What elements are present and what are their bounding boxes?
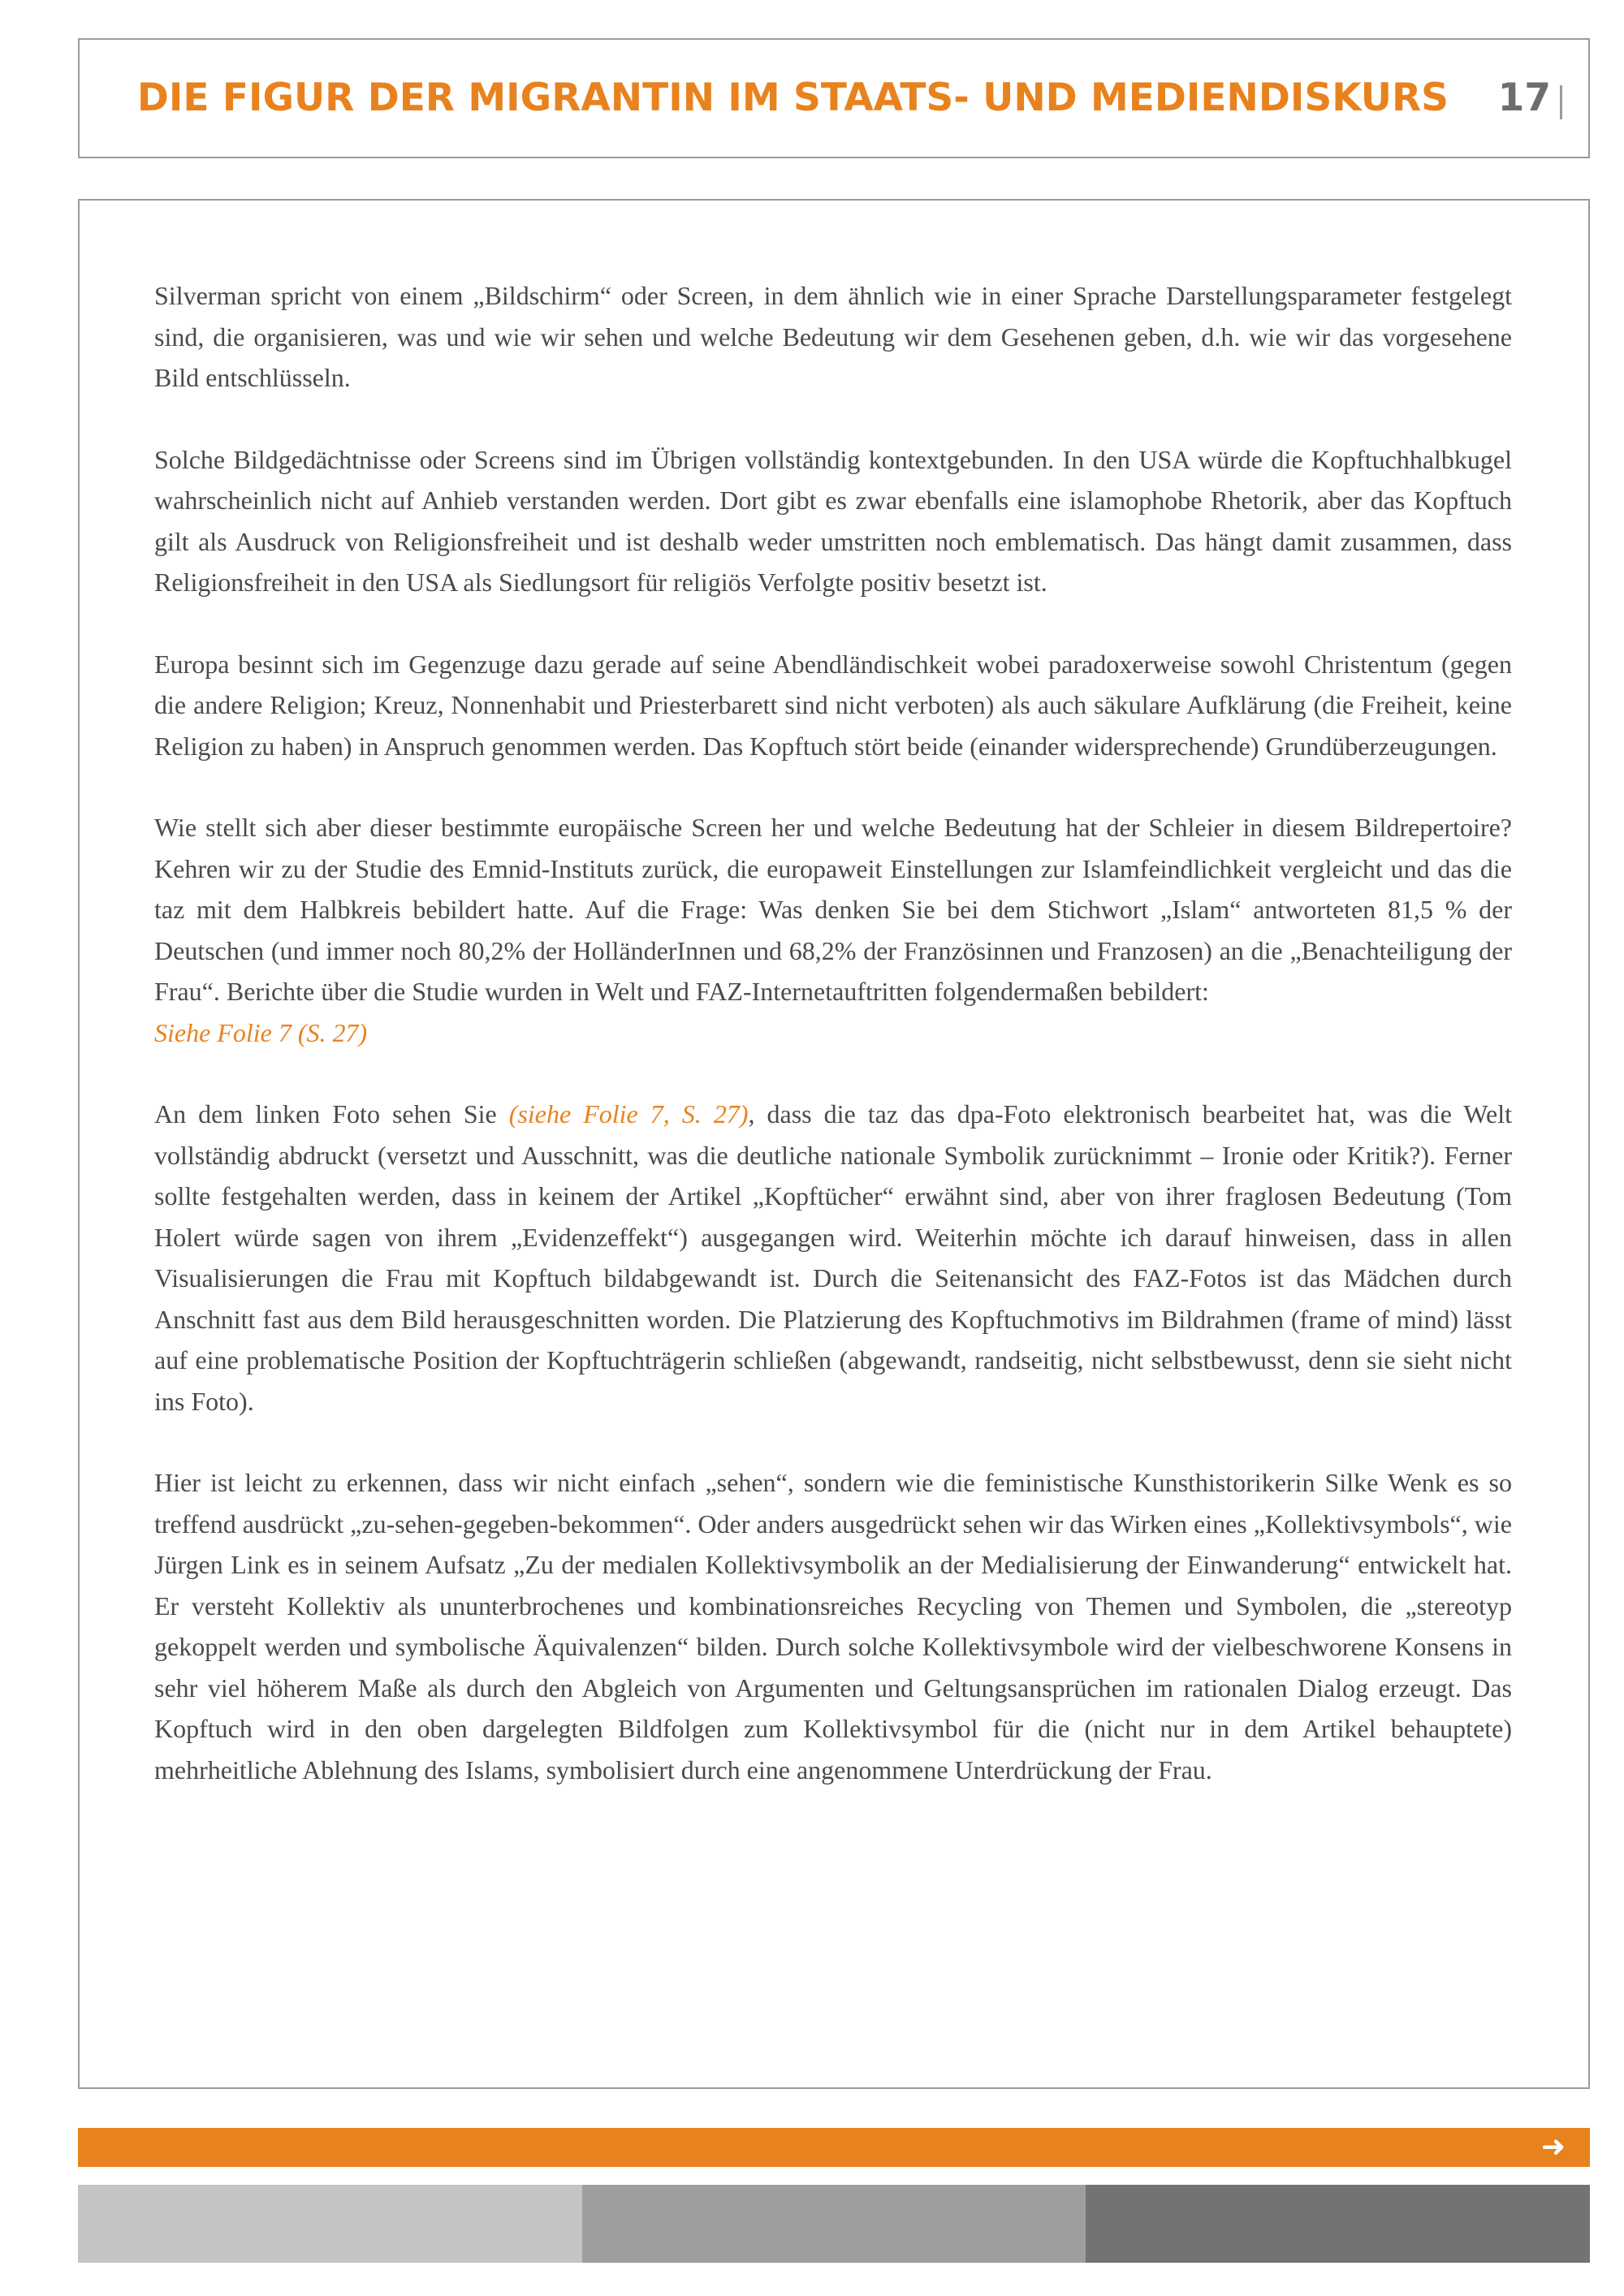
gray-bar-dark (1086, 2185, 1590, 2263)
paragraph-5-text-a: An dem linken Foto sehen Sie (154, 1099, 509, 1129)
paragraph-4-text: Wie stellt sich aber dieser bestimmte europäische Screen her und welche Bedeutung hat der Schleier in diesem Bildrepertoire? Kehren wir zu der Studie des Emnid-Instituts zurück, die europaweit Einstellungen zur Islamfeindlichkeit vergleicht und das die taz mit dem Halbkreis bebildert hatte. Auf die Frage: Was denken Sie bei dem Stichwort „Islam“ antworteten 81,5 % der Deutschen (und immer noch 80,2% der HolländerInnen und 68,2% der Französinnen und Franzosen) an die „Benachteiligung der Frau“. Berichte über die Studie wurden in Welt und FAZ-Internetauftritten folgendermaßen bebildert: (154, 813, 1512, 1006)
header-title: DIE FIGUR DER MIGRANTIN IM STAATS- UND MEDIENDISKURS (136, 76, 1449, 120)
paragraph-1: Silverman spricht von einem „Bildschirm“ oder Screen, in dem ähnlich wie in einer Sprache Darstellungsparameter festgelegt sind, die organisieren, was und wie wir sehen und welche Bedeutung wir dem Gesehenen geben, d.h. wie wir das vorgesehene Bild entschlüsseln. (154, 281, 1512, 392)
page-header (78, 38, 1590, 158)
paragraph-2: Solche Bildgedächtnisse oder Screens sind im Übrigen vollständig kontextgebunden. In den USA würde die Kopftuchhalbkugel wahrscheinlich nicht auf Anhieb verstanden werden. Dort gibt es zwar ebenfalls eine islamophobe Rhetorik, aber das Kopftuch gilt als Ausdruck von Religionsfreiheit und ist deshalb weder umstritten noch emblematisch. Das hängt damit zusammen, dass Religionsfreiheit in den USA als Siedlungsort für religiös Verfolgte positiv besetzt ist. (154, 444, 1512, 597)
paragraph-4 (154, 807, 1512, 1053)
next-page-arrow-icon[interactable]: ➜ (1540, 2130, 1566, 2164)
paragraph-5 (154, 1094, 1512, 1422)
page-number: 17 (1497, 76, 1551, 120)
body-text (154, 275, 1512, 1831)
footer-nav-bar (78, 2128, 1590, 2167)
paragraph-3: Europa besinnt sich im Gegenzuge dazu gerade auf seine Abendländischkeit wobei paradoxerweise sowohl Christentum (gegen die andere Religion; Kreuz, Nonnenhabit und Priesterbarett sind nicht verboten) als auch säkulare Aufklärung (die Freiheit, keine Religion zu haben) in Anspruch genommen werden. Das Kopftuch stört beide (einander widersprechende) Grundüberzeugungen. (154, 649, 1512, 761)
header-separator (1560, 85, 1562, 119)
slide-reference-link[interactable]: Siehe Folie 7 (S. 27) (154, 1017, 368, 1047)
gray-bar-light (78, 2185, 582, 2263)
gray-bar-mid (582, 2185, 1086, 2263)
paragraph-6: Hier ist leicht zu erkennen, dass wir nicht einfach „sehen“, sondern wie die feministische Kunsthistorikerin Silke Wenk es so treffend ausdrückt „zu-sehen-gegeben-bekommen“. Oder anders ausgedrückt sehen wir das Wirken eines „Kollektivsymbols“, wie Jürgen Link es in seinem Aufsatz „Zu der medialen Kollektivsymbolik an der Medialisierung der Einwanderung“ entwickelt hat. Er versteht Kollektiv als ununterbrochenes und kombinationsreiches Recycling von Themen und Symbolen, die „stereotyp gekoppelt werden und symbolische Äquivalenzen“ bilden. Durch solche Kollektivsymbole wird der vielbeschworene Konsens in sehr viel höherem Maße als durch den Abgleich von Argumenten und Geltungsansprüchen im rationalen Dialog erzeugt. Das Kopftuch wird in den oben dargelegten Bildfolgen zum Kollektivsymbol für die (nicht nur in dem Artikel behauptete) mehrheitliche Ablehnung des Islams, symbolisiert durch eine angenommene Unterdrückung der Frau. (154, 1468, 1512, 1785)
paragraph-5-text-b: , dass die taz das dpa-Foto elektronisch bearbeitet hat, was die Welt vollständig abdruckt (versetzt und Ausschnitt, was die deutliche nationale Symbolik zurücknimmt – Ironie oder Kritik?). Ferner sollte festgehalten werden, dass in keinem der Artikel „Kopftücher“ erwähnt sind, aber von ihrer fraglosen Bedeutung (Tom Holert würde sagen von ihrem „Evidenzeffekt“) ausgegangen wird. Weiterhin möchte ich darauf hinweisen, dass in allen Visualisierungen die Frau mit Kopftuch bildabgewandt ist. Durch die Seitenansicht des FAZ-Fotos ist das Mädchen durch Anschnitt fast aus dem Bild herausgeschnitten worden. Die Platzierung des Kopftuchmotivs im Bildrahmen (frame of mind) lässt auf eine problematische Position der Kopftuchträgerin schließen (abgewandt, randseitig, nicht selbstbewusst, denn sie sieht nicht ins Foto). (154, 1099, 1513, 1416)
footer-gray-bars (78, 2185, 1590, 2263)
inline-slide-reference-link[interactable]: (siehe Folie 7, S. 27) (508, 1099, 749, 1129)
content-frame (78, 199, 1590, 2089)
